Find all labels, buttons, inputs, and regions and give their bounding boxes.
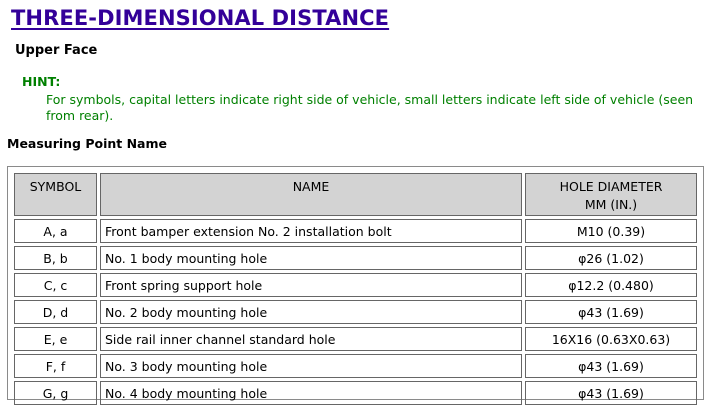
cell-symbol: D, d (14, 300, 97, 324)
cell-hole-diameter: φ12.2 (0.480) (525, 273, 697, 297)
cell-name: No. 1 body mounting hole (100, 246, 522, 270)
measuring-point-heading: Measuring Point Name (7, 136, 167, 151)
cell-hole-diameter: φ43 (1.69) (525, 354, 697, 378)
cell-hole-diameter: φ26 (1.02) (525, 246, 697, 270)
cell-name: Front bamper extension No. 2 installation bolt (100, 219, 522, 243)
cell-name: No. 3 body mounting hole (100, 354, 522, 378)
header-hole-diameter-unit: MM (IN.) (584, 197, 638, 212)
measuring-point-table (11, 170, 700, 408)
table-row (14, 300, 697, 324)
cell-symbol: F, f (14, 354, 97, 378)
header-name: NAME (100, 173, 522, 216)
header-hole-diameter (525, 173, 697, 216)
table-row (14, 354, 697, 378)
measuring-point-table-frame (7, 166, 704, 400)
cell-symbol: A, a (14, 219, 97, 243)
cell-symbol: B, b (14, 246, 97, 270)
header-hole-diameter-line1: HOLE DIAMETER (559, 179, 663, 194)
section-title: Upper Face (15, 43, 98, 58)
hint-text: For symbols, capital letters indicate right side of vehicle, small letters indicate left side of vehicle (seen from rear). (46, 92, 694, 123)
cell-name: No. 2 body mounting hole (100, 300, 522, 324)
page-title: THREE-DIMENSIONAL DISTANCE (11, 6, 390, 30)
table-row (14, 273, 697, 297)
table-header-row (14, 173, 697, 216)
hint-label: HINT: (22, 74, 61, 89)
table-row (14, 327, 697, 351)
cell-name: Front spring support hole (100, 273, 522, 297)
cell-name: No. 4 body mounting hole (100, 381, 522, 405)
table-row (14, 246, 697, 270)
cell-hole-diameter: 16X16 (0.63X0.63) (525, 327, 697, 351)
table-row (14, 381, 697, 405)
cell-name: Side rail inner channel standard hole (100, 327, 522, 351)
cell-hole-diameter: M10 (0.39) (525, 219, 697, 243)
cell-hole-diameter: φ43 (1.69) (525, 300, 697, 324)
cell-symbol: C, c (14, 273, 97, 297)
header-symbol: SYMBOL (14, 173, 97, 216)
table-row (14, 219, 697, 243)
cell-symbol: G, g (14, 381, 97, 405)
cell-hole-diameter: φ43 (1.69) (525, 381, 697, 405)
cell-symbol: E, e (14, 327, 97, 351)
